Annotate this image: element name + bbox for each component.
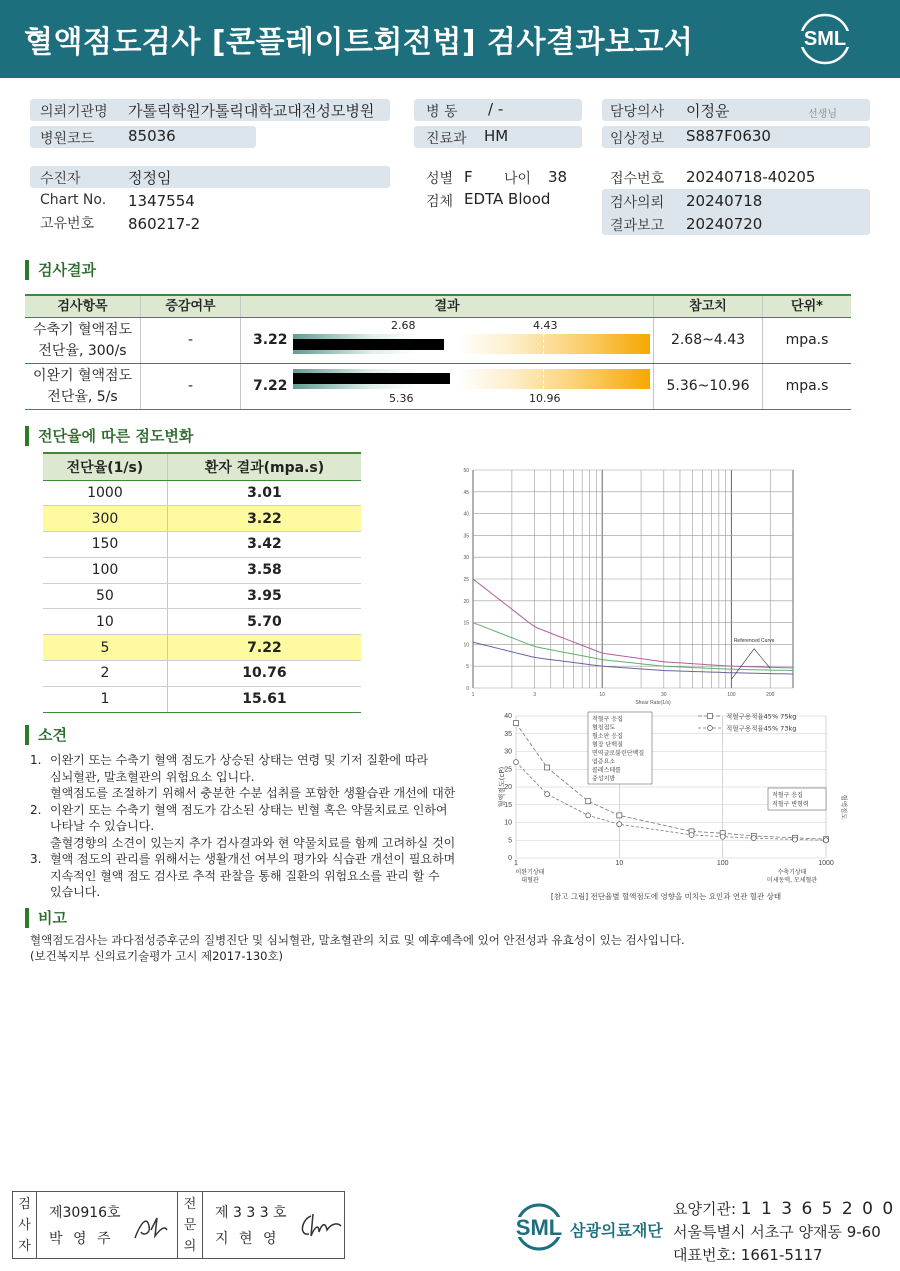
results-col-item: 검사항목: [25, 296, 141, 317]
data-point: [824, 838, 829, 843]
x-tick-label: 200: [766, 692, 775, 698]
id-label: 고유번호: [40, 216, 95, 232]
annotation-marker: [731, 649, 770, 680]
remarks-section-title: 비고: [25, 908, 67, 928]
test-name: [25, 318, 141, 363]
factor-legend-item: 적혈구 응집: [592, 716, 623, 723]
legend-label: 적혈구용적율45% 75kg: [726, 712, 797, 721]
reference-curve-chart: [455, 462, 805, 710]
test-name-line2: 전단율, 5/s: [47, 388, 118, 405]
doctor-label: 담당의사: [610, 104, 665, 120]
table-row: [43, 480, 361, 506]
results-col-unit: 단위*: [791, 299, 823, 314]
age-value: 38: [548, 168, 568, 186]
series-line: [473, 623, 793, 671]
table-row: [43, 609, 361, 635]
factor-legend-item: 면역글로불린단백질: [592, 750, 645, 757]
x-tick-label: 1000: [818, 860, 834, 867]
change-cell: -: [141, 364, 241, 409]
y-tick-label: 45: [463, 489, 469, 496]
rbc-legend-item: 적혈구 응집: [772, 792, 803, 799]
table-row: [43, 583, 361, 609]
y-tick-label: 35: [463, 533, 469, 540]
y-tick-label: 30: [504, 748, 512, 756]
y-tick-label: 50: [463, 468, 469, 474]
specialist-name: 지 현 영: [215, 1231, 280, 1247]
report-value: 20240720: [686, 215, 763, 233]
specialist-label: [177, 1192, 203, 1258]
shear-rate-cell: 50: [43, 583, 167, 609]
sex-value: F: [464, 168, 473, 186]
org-value: 가톨릭학원가톨릭대학교대전성모병원: [128, 102, 375, 120]
shear-rate-cell: 300: [43, 506, 167, 532]
factor-legend-item: 혈청점도: [592, 724, 616, 732]
data-point: [586, 799, 591, 804]
code-label: 병원코드: [40, 131, 95, 147]
results-col-result: 결과: [241, 296, 654, 317]
opinion-line: 이완기 또는 수축기 혈액 점도가 상승된 상태는 연령 및 기저 질환에 따라: [50, 753, 429, 767]
series-line: [516, 723, 826, 839]
test-name-line2: 전단율, 300/s: [38, 342, 127, 359]
receipt-label: 접수번호: [610, 171, 665, 187]
remarks-line1: 혈액점도검사는 과다점성증후군의 질병진단 및 심뇌혈관, 말초혈관의 치료 및 예후예측에 있어 안전성과 유효성이 있는 검사입니다.: [30, 933, 685, 947]
sml-logo: [796, 12, 854, 66]
specimen-label: 검체: [426, 194, 454, 210]
data-point: [514, 760, 519, 765]
data-point: [617, 822, 622, 827]
opinion-line: 있습니다.: [50, 885, 101, 899]
opinion-line: 이완기 또는 수축기 혈액 점도가 감소된 상태는 빈혈 혹은 약물치료로 인하여: [50, 802, 448, 817]
brand-logo: [512, 1200, 566, 1254]
y-tick-label: 20: [463, 598, 469, 605]
change-cell: -: [141, 318, 241, 363]
request-value: 20240718: [686, 192, 763, 210]
x-tick-label: 100: [727, 692, 736, 698]
clinical-label: 임상정보: [610, 131, 665, 147]
dept-value: HM: [484, 127, 509, 145]
doctor-suffix: 선생님: [808, 109, 837, 120]
signature-box: [12, 1191, 345, 1259]
chart-value: 1347554: [128, 192, 195, 210]
y-tick-label: 35: [504, 730, 512, 738]
factor-legend-item: 혈소판 응집: [592, 733, 623, 740]
org-code: [673, 1198, 895, 1219]
table-row: [43, 661, 361, 687]
opinion-line: 혈액 점도의 관리를 위해서는 생활개선 여부의 평가와 식습관 개선이 필요하며: [50, 852, 456, 866]
legend-marker: [708, 726, 713, 731]
data-point: [545, 792, 550, 797]
y-tick-label: 10: [463, 642, 469, 649]
viscosity-value-cell: 3.95: [167, 583, 361, 609]
brand-sml-text: SML: [515, 1215, 563, 1240]
viscosity-value-cell: 7.22: [167, 635, 361, 661]
specialist-license: 제 3 3 3 호: [215, 1205, 287, 1221]
clinical-value: S887F0630: [686, 127, 771, 145]
shear-rate-cell: 1000: [43, 480, 167, 506]
address: 서울특별시 서초구 양재동 9-60: [673, 1223, 881, 1241]
x-tick-label: 100: [716, 860, 729, 867]
svg-text:SML: SML: [803, 28, 847, 50]
ref-low-label: 2.68: [391, 319, 416, 332]
shear-rate-cell: 2: [43, 661, 167, 687]
report-title: 혈액점도검사 [콘플레이트회전법] 검사결과보고서: [24, 25, 694, 60]
y-tick-label: 40: [463, 511, 469, 518]
factor-legend-item: 염증요소: [592, 758, 616, 766]
viscosity-section-title: 전단율에 따른 점도변화: [25, 426, 193, 446]
data-point: [586, 813, 591, 818]
examiner-label-char: 자: [18, 1239, 31, 1254]
legend-label: 적혈구용적율45% 73kg: [726, 724, 797, 733]
shear-rate-cell: 1: [43, 686, 167, 712]
results-section-title: 검사결과: [25, 260, 96, 280]
test-name-line1: 이완기 혈액점도: [32, 367, 133, 384]
shear-rate-header: 전단율(1/s): [43, 453, 167, 480]
y-tick-label: 10: [504, 819, 512, 827]
x-caption-left: 이완기상태: [515, 869, 545, 876]
y-tick-label: 5: [466, 664, 469, 671]
y-tick-label: 0: [508, 855, 512, 862]
specialist-label-char: 문: [183, 1218, 197, 1233]
org-code-value: 1 1 3 6 5 2 0 0: [740, 1199, 896, 1219]
specialist-label-char: 전: [183, 1197, 197, 1212]
opinion-section-title: 소견: [25, 725, 67, 745]
opinion-list: [30, 752, 460, 902]
examiner-label-char: 검: [18, 1197, 31, 1212]
viscosity-value-cell: 3.01: [167, 480, 361, 506]
viscosity-value-cell: 3.58: [167, 557, 361, 583]
sex-label: 성별: [426, 171, 454, 187]
patient-result-header: 환자 결과(mpa.s): [167, 453, 361, 480]
redaction-bar: [293, 373, 450, 384]
specialist-label-char: 의: [183, 1239, 197, 1254]
specialist-signature: [297, 1210, 343, 1242]
gauge-marker-high: [543, 369, 544, 389]
reference-figure-chart: [480, 706, 852, 904]
examiner-signature: [131, 1212, 171, 1242]
legend-marker: [708, 714, 713, 719]
y-tick-label: 30: [463, 555, 469, 562]
opinion-line: 혈액점도를 조절하기 위해서 충분한 수분 섭취를 포함한 생활습관 개선에 대한: [50, 786, 456, 800]
table-row: [25, 364, 851, 410]
results-header-row: [25, 294, 851, 318]
doctor-value: 이정윤: [686, 102, 730, 120]
report-label: 결과보고: [610, 218, 665, 234]
table-row: [43, 506, 361, 532]
data-point: [617, 813, 622, 818]
table-row: [43, 532, 361, 558]
data-point: [792, 837, 797, 842]
unit-cell: mpa.s: [785, 332, 829, 348]
y-tick-label: 20: [504, 784, 512, 791]
x-tick-label: 3: [533, 692, 537, 698]
viscosity-value-cell: 10.76: [167, 661, 361, 687]
unit-cell: mpa.s: [785, 378, 829, 394]
shear-rate-cell: 10: [43, 609, 167, 635]
annotation-label: Referenced Curve: [733, 638, 775, 645]
ref-high-label: 4.43: [533, 319, 558, 332]
examiner-license: 제30916호: [49, 1205, 121, 1221]
redaction-bar: [293, 339, 444, 350]
y-tick-label: 5: [508, 837, 512, 845]
request-label: 검사의뢰: [610, 195, 665, 211]
ref-high-label: 10.96: [529, 392, 561, 405]
opinion-num-1: 1.: [30, 753, 42, 767]
results-table: [25, 294, 851, 410]
test-name-line1: 수축기 혈액점도: [32, 321, 133, 338]
results-col-ref: 참고치: [654, 296, 763, 317]
opinion-line: 나타날 수 있습니다.: [50, 819, 155, 833]
id-value: 860217-2: [128, 215, 201, 233]
phone-label: 대표번호:: [673, 1246, 737, 1264]
ref-cell: 2.68~4.43: [654, 318, 763, 363]
opinion-line: 지속적인 혈액 점도 검사로 추적 관찰을 통해 질환의 위험요소를 관리 할 수: [50, 868, 440, 883]
ward-value: / -: [488, 100, 504, 118]
x-tick-label: 30: [661, 692, 667, 698]
factor-legend-item: 혈장 단백질: [592, 741, 623, 749]
y-tick-label: 25: [504, 766, 512, 774]
org-code-label: 요양기관:: [673, 1200, 737, 1218]
result-cell: [241, 318, 654, 363]
patient-row: [30, 166, 390, 188]
y-tick-label: 0: [466, 686, 469, 692]
receipt-value: 20240718-40205: [686, 168, 816, 186]
data-point: [720, 834, 725, 839]
code-value: 85036: [128, 127, 176, 145]
ref-cell: 5.36~10.96: [654, 364, 763, 409]
x-caption-right: 미세동맥, 모세혈관: [766, 877, 818, 884]
right-axis-label: 혈액점도: [840, 794, 848, 820]
viscosity-table: [43, 452, 361, 713]
data-point: [545, 765, 550, 770]
org-label: 의뢰기관명: [40, 104, 108, 120]
rbc-legend-item: 적혈구 변형력: [772, 801, 809, 808]
opinion-num-2: 2.: [30, 802, 42, 817]
brand-name: 삼광의료재단: [570, 1221, 663, 1240]
table-row: [43, 557, 361, 583]
opinion-line: 출혈경향의 소견이 있는지 추가 검사결과와 현 약물치료를 함께 고려하실 것이: [50, 835, 456, 850]
x-caption-right: 수축기상태: [777, 869, 807, 876]
phone: [673, 1244, 823, 1265]
viscosity-value-cell: 15.61: [167, 686, 361, 712]
y-axis-label: 혈액점도(cP): [498, 766, 506, 808]
viscosity-value-cell: 5.70: [167, 609, 361, 635]
x-tick-label: 1: [471, 692, 475, 698]
y-tick-label: 15: [463, 620, 469, 627]
specimen-value: EDTA Blood: [464, 190, 551, 208]
examiner-label-char: 사: [18, 1218, 31, 1233]
y-tick-label: 15: [504, 801, 512, 809]
chart-label: Chart No.: [40, 192, 107, 208]
shear-rate-cell: 100: [43, 557, 167, 583]
examiner-name: 박 영 주: [49, 1231, 114, 1247]
result-cell: [241, 364, 654, 409]
opinion-line: 심뇌혈관, 말초혈관의 위험요소 입니다.: [50, 769, 255, 784]
figure-caption: [참고 그림] 전단율별 혈액점도에 영향을 미치는 요인과 연관 혈관 상태: [550, 892, 782, 901]
table-row: [25, 318, 851, 364]
patient-value: 정정임: [128, 169, 172, 187]
x-axis-label: Shear Rate(1/s): [635, 700, 671, 706]
y-tick-label: 25: [463, 577, 469, 583]
viscosity-value-cell: 3.42: [167, 532, 361, 558]
phone-value: 1661-5117: [740, 1246, 823, 1264]
table-row: [43, 686, 361, 712]
data-point: [689, 832, 694, 837]
ref-low-label: 5.36: [389, 392, 414, 405]
test-name: [25, 364, 141, 409]
viscosity-header-row: [43, 453, 361, 480]
x-tick-label: 1: [514, 860, 518, 867]
result-value: 7.22: [253, 378, 288, 394]
factor-legend-item: 콜레스테롤: [592, 767, 621, 774]
viscosity-value-cell: 3.22: [167, 506, 361, 532]
result-value: 3.22: [253, 332, 288, 348]
patient-label: 수진자: [40, 171, 81, 187]
remarks-line2: (보건복지부 신의료기술평가 고시 제2017-130호): [30, 949, 284, 963]
shear-rate-cell: 5: [43, 635, 167, 661]
data-point: [514, 721, 519, 726]
x-tick-label: 10: [615, 860, 624, 867]
table-row: [43, 635, 361, 661]
examiner-label: [13, 1192, 37, 1258]
results-col-change: 증감여부: [141, 296, 241, 317]
shear-rate-cell: 150: [43, 532, 167, 558]
x-tick-label: 10: [599, 692, 605, 698]
age-label: 나이: [504, 171, 532, 187]
y-tick-label: 40: [504, 713, 512, 720]
opinion-num-3: 3.: [30, 852, 42, 866]
gauge-marker-high: [543, 334, 544, 354]
x-caption-left: 대혈관: [521, 877, 539, 884]
factor-legend-item: 중성지방: [592, 775, 616, 783]
ward-label: 병 동: [426, 104, 458, 120]
dept-label: 진료과: [426, 131, 467, 147]
data-point: [751, 836, 756, 841]
